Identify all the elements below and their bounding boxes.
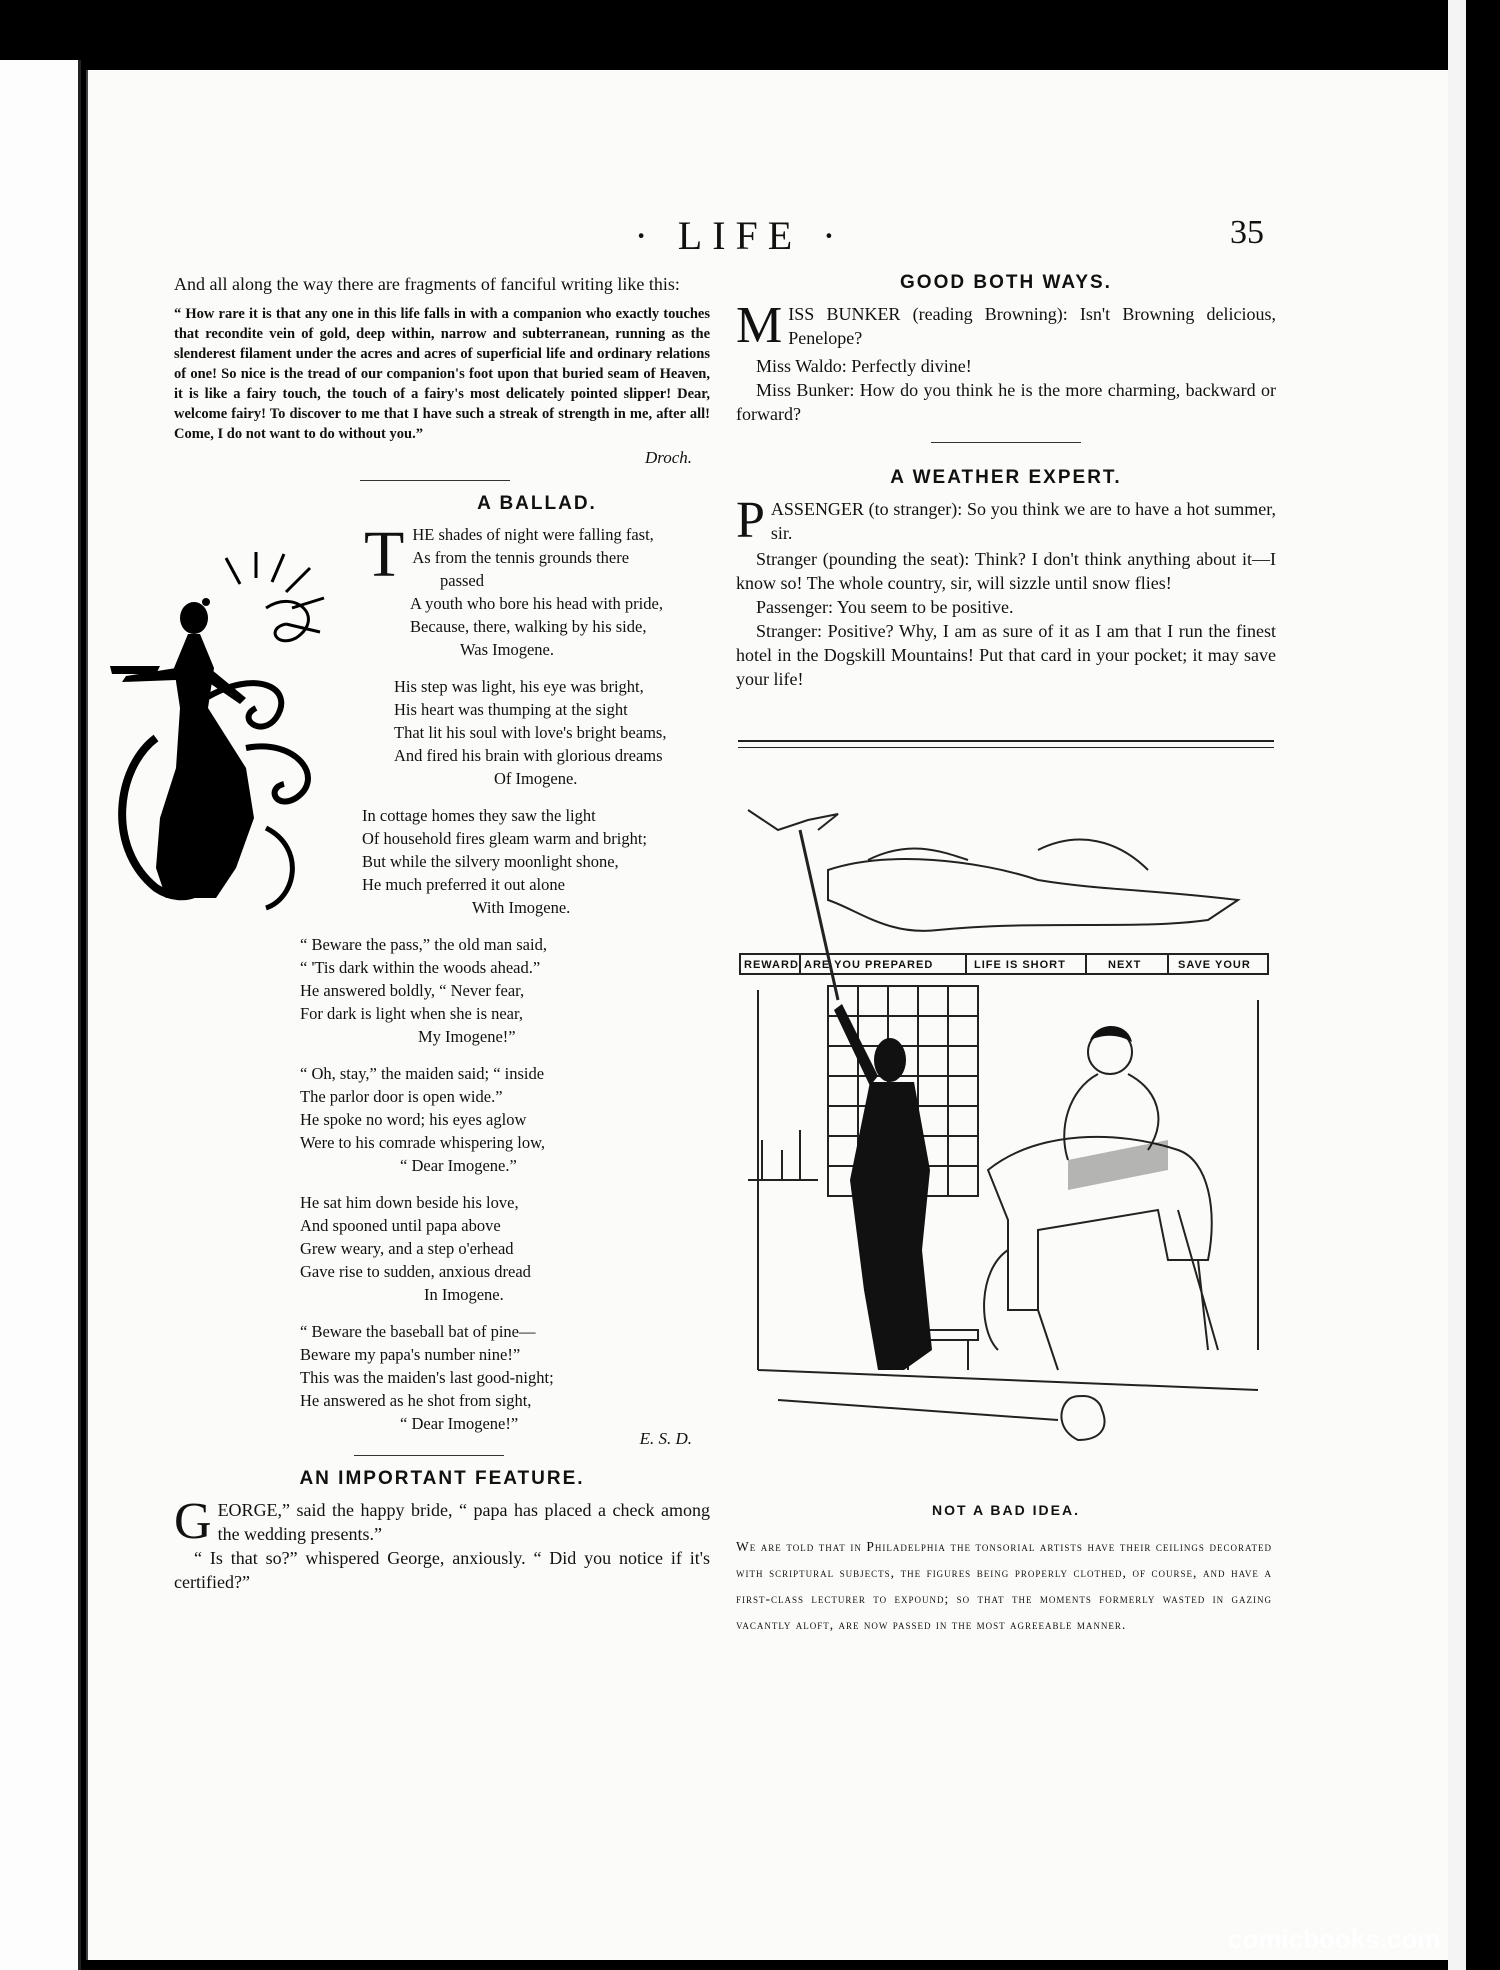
stanza xyxy=(300,933,710,1048)
poem-line: Of Imogene. xyxy=(494,769,578,788)
poem-line: HE shades of night were falling fast, xyxy=(412,525,654,544)
stanza xyxy=(300,1191,710,1306)
poem-line: And fired his brain with glorious dreams xyxy=(394,746,663,765)
poem-line: My Imogene!” xyxy=(418,1027,516,1046)
dialogue-line xyxy=(736,297,1276,354)
dialogue-text: ASSENGER (to stranger): So you think we are to have a hot summer, sir. xyxy=(770,499,1276,543)
dialogue-line: Passenger: You seem to be positive. xyxy=(756,597,1014,617)
drop-cap: G xyxy=(174,1493,212,1550)
right-column xyxy=(736,272,1276,691)
poem-line: Gave rise to sudden, anxious dread xyxy=(300,1262,531,1281)
poem-line: “ Dear Imogene!” xyxy=(400,1414,519,1433)
poem-line: But while the silvery moonlight shone, xyxy=(362,852,619,871)
barbershop-cartoon-illustration xyxy=(738,790,1274,1450)
dialogue-text: ISS BUNKER (reading Browning): Isn't Browning delicious, Penelope? xyxy=(788,304,1276,348)
poem-line: “ Beware the pass,” the old man said, xyxy=(300,935,547,954)
poem-line: In cottage homes they saw the light xyxy=(362,806,596,825)
poem-line: His heart was thumping at the sight xyxy=(394,700,628,719)
ballad-signature: E. S. D. xyxy=(639,1429,692,1448)
ballad xyxy=(300,493,710,1435)
poem-line: He spoke no word; his eyes aglow xyxy=(300,1110,527,1129)
dialogue-line: Stranger (pounding the seat): Think? I don't think anything about it—I know so! The whole country, sir, will sizzle until snow flies! xyxy=(736,549,1276,593)
poem-line: He sat him down beside his love, xyxy=(300,1193,519,1212)
dialogue-line xyxy=(736,492,1276,549)
feature-paragraph xyxy=(174,1493,710,1550)
drop-cap: T xyxy=(364,518,405,591)
magazine-title: · LIFE · xyxy=(634,213,846,258)
poem-line: Were to his comrade whispering low, xyxy=(300,1133,546,1152)
feature-title: AN IMPORTANT FEATURE. xyxy=(299,1468,585,1489)
weather-expert-title: A WEATHER EXPERT. xyxy=(890,467,1122,488)
silhouette-ornament-illustration xyxy=(96,548,356,948)
previous-page-edge xyxy=(0,60,81,1970)
poem-line: Was Imogene. xyxy=(460,640,554,659)
dialogue-line: Stranger: Positive? Why, I am as sure of it as I am that I run the finest hotel in the Dogskill Mountains! Put that card in your pocket; it may save your life! xyxy=(736,621,1276,689)
poem-line: And spooned until papa above xyxy=(300,1216,501,1235)
stanza xyxy=(362,804,710,919)
sign-text: NEXT xyxy=(1108,959,1142,971)
poem-line: His step was light, his eye was bright, xyxy=(394,677,644,696)
poem-line: He answered as he shot from sight, xyxy=(300,1391,532,1410)
poem-line: With Imogene. xyxy=(472,898,571,917)
sign-text: REWARD xyxy=(744,959,799,971)
quoted-passage: “ How rare it is that any one in this life falls in with a companion who exactly touches that recondite vein of gold, deep within, narrow and subterranean, running as the slenderest filament under the acres and acres of superficial life and ordinary relations of one! So nice is the tread of our companion's foot upon that buried seam of Heaven, it is like a fairy touch, the touch of a fairy's most delicately pointed slipper! Dear, welcome fairy! To discover to me that I have such a streak of strength in me, after all! Come, I do not want to do without you.” xyxy=(174,306,710,442)
poem-line: Because, there, walking by his side, xyxy=(410,617,647,636)
dialogue-line: Miss Bunker: How do you think he is the more charming, backward or forward? xyxy=(736,380,1276,424)
cartoon-caption: We are told that in Philadelphia the tonsorial artists have their ceilings decorated with scriptural subjects, the figures being properly clothed, of course, and have a first-class lecturer to expound; so that the moments formerly wasted in gazing vacantly aloft, are now passed in the most agreeable manner. xyxy=(736,1539,1272,1632)
poem-line: passed xyxy=(440,571,484,590)
poem-line: As from the tennis grounds there xyxy=(412,548,630,567)
sign-text: SAVE YOUR xyxy=(1178,959,1251,971)
page-number: 35 xyxy=(1230,214,1264,251)
drop-cap: M xyxy=(736,297,783,354)
poem-line: He answered boldly, “ Never fear, xyxy=(300,981,525,1000)
poem-line: That lit his soul with love's bright beams, xyxy=(394,723,667,742)
quote-signature: Droch. xyxy=(644,448,692,467)
drop-cap: P xyxy=(736,492,765,549)
ballad-poem xyxy=(300,518,710,1435)
section-divider xyxy=(354,1455,504,1456)
intro-text: And all along the way there are fragments of fanciful writing like this: xyxy=(174,274,680,294)
section-divider xyxy=(931,442,1081,443)
feature-paragraph-2: “ Is that so?” whispered George, anxiously. “ Did you notice if it's certified?” xyxy=(174,1548,710,1592)
double-rule xyxy=(738,740,1274,748)
section-divider xyxy=(360,480,510,481)
poem-line: He much preferred it out alone xyxy=(362,875,565,894)
poem-line: “ Oh, stay,” the maiden said; “ inside xyxy=(300,1064,545,1083)
stanza xyxy=(300,1320,710,1435)
watermark-logo: comicbooks.com xyxy=(1228,1924,1441,1954)
feature-text: EORGE,” said the happy bride, “ papa has placed a check among the wedding presents.” xyxy=(217,1500,710,1544)
poem-line: “ Beware the baseball bat of pine— xyxy=(300,1322,536,1341)
poem-line: Grew weary, and a step o'erhead xyxy=(300,1239,514,1258)
good-both-ways-title: GOOD BOTH WAYS. xyxy=(900,272,1112,293)
stanza xyxy=(300,1062,710,1177)
stanza xyxy=(364,518,710,661)
poem-line: This was the maiden's last good-night; xyxy=(300,1368,554,1387)
poem-line: Of household fires gleam warm and bright; xyxy=(362,829,648,848)
cartoon-caption-title: NOT A BAD IDEA. xyxy=(932,1502,1080,1518)
poem-line: The parlor door is open wide.” xyxy=(300,1087,503,1106)
poem-line: In Imogene. xyxy=(424,1285,504,1304)
sign-text: ARE YOU PREPARED xyxy=(804,959,934,971)
page-stack-edge xyxy=(1448,0,1466,1970)
stanza xyxy=(394,675,710,790)
poem-line: “ Dear Imogene.” xyxy=(400,1156,517,1175)
dialogue-line: Miss Waldo: Perfectly divine! xyxy=(756,356,972,376)
poem-line: Beware my papa's number nine!” xyxy=(300,1345,521,1364)
sign-text: LIFE IS SHORT xyxy=(974,959,1066,971)
poem-line: For dark is light when she is near, xyxy=(300,1004,523,1023)
poem-line: A youth who bore his head with pride, xyxy=(410,594,663,613)
poem-line: “ 'Tis dark within the woods ahead.” xyxy=(300,958,541,977)
ballad-title: A BALLAD. xyxy=(477,493,597,514)
